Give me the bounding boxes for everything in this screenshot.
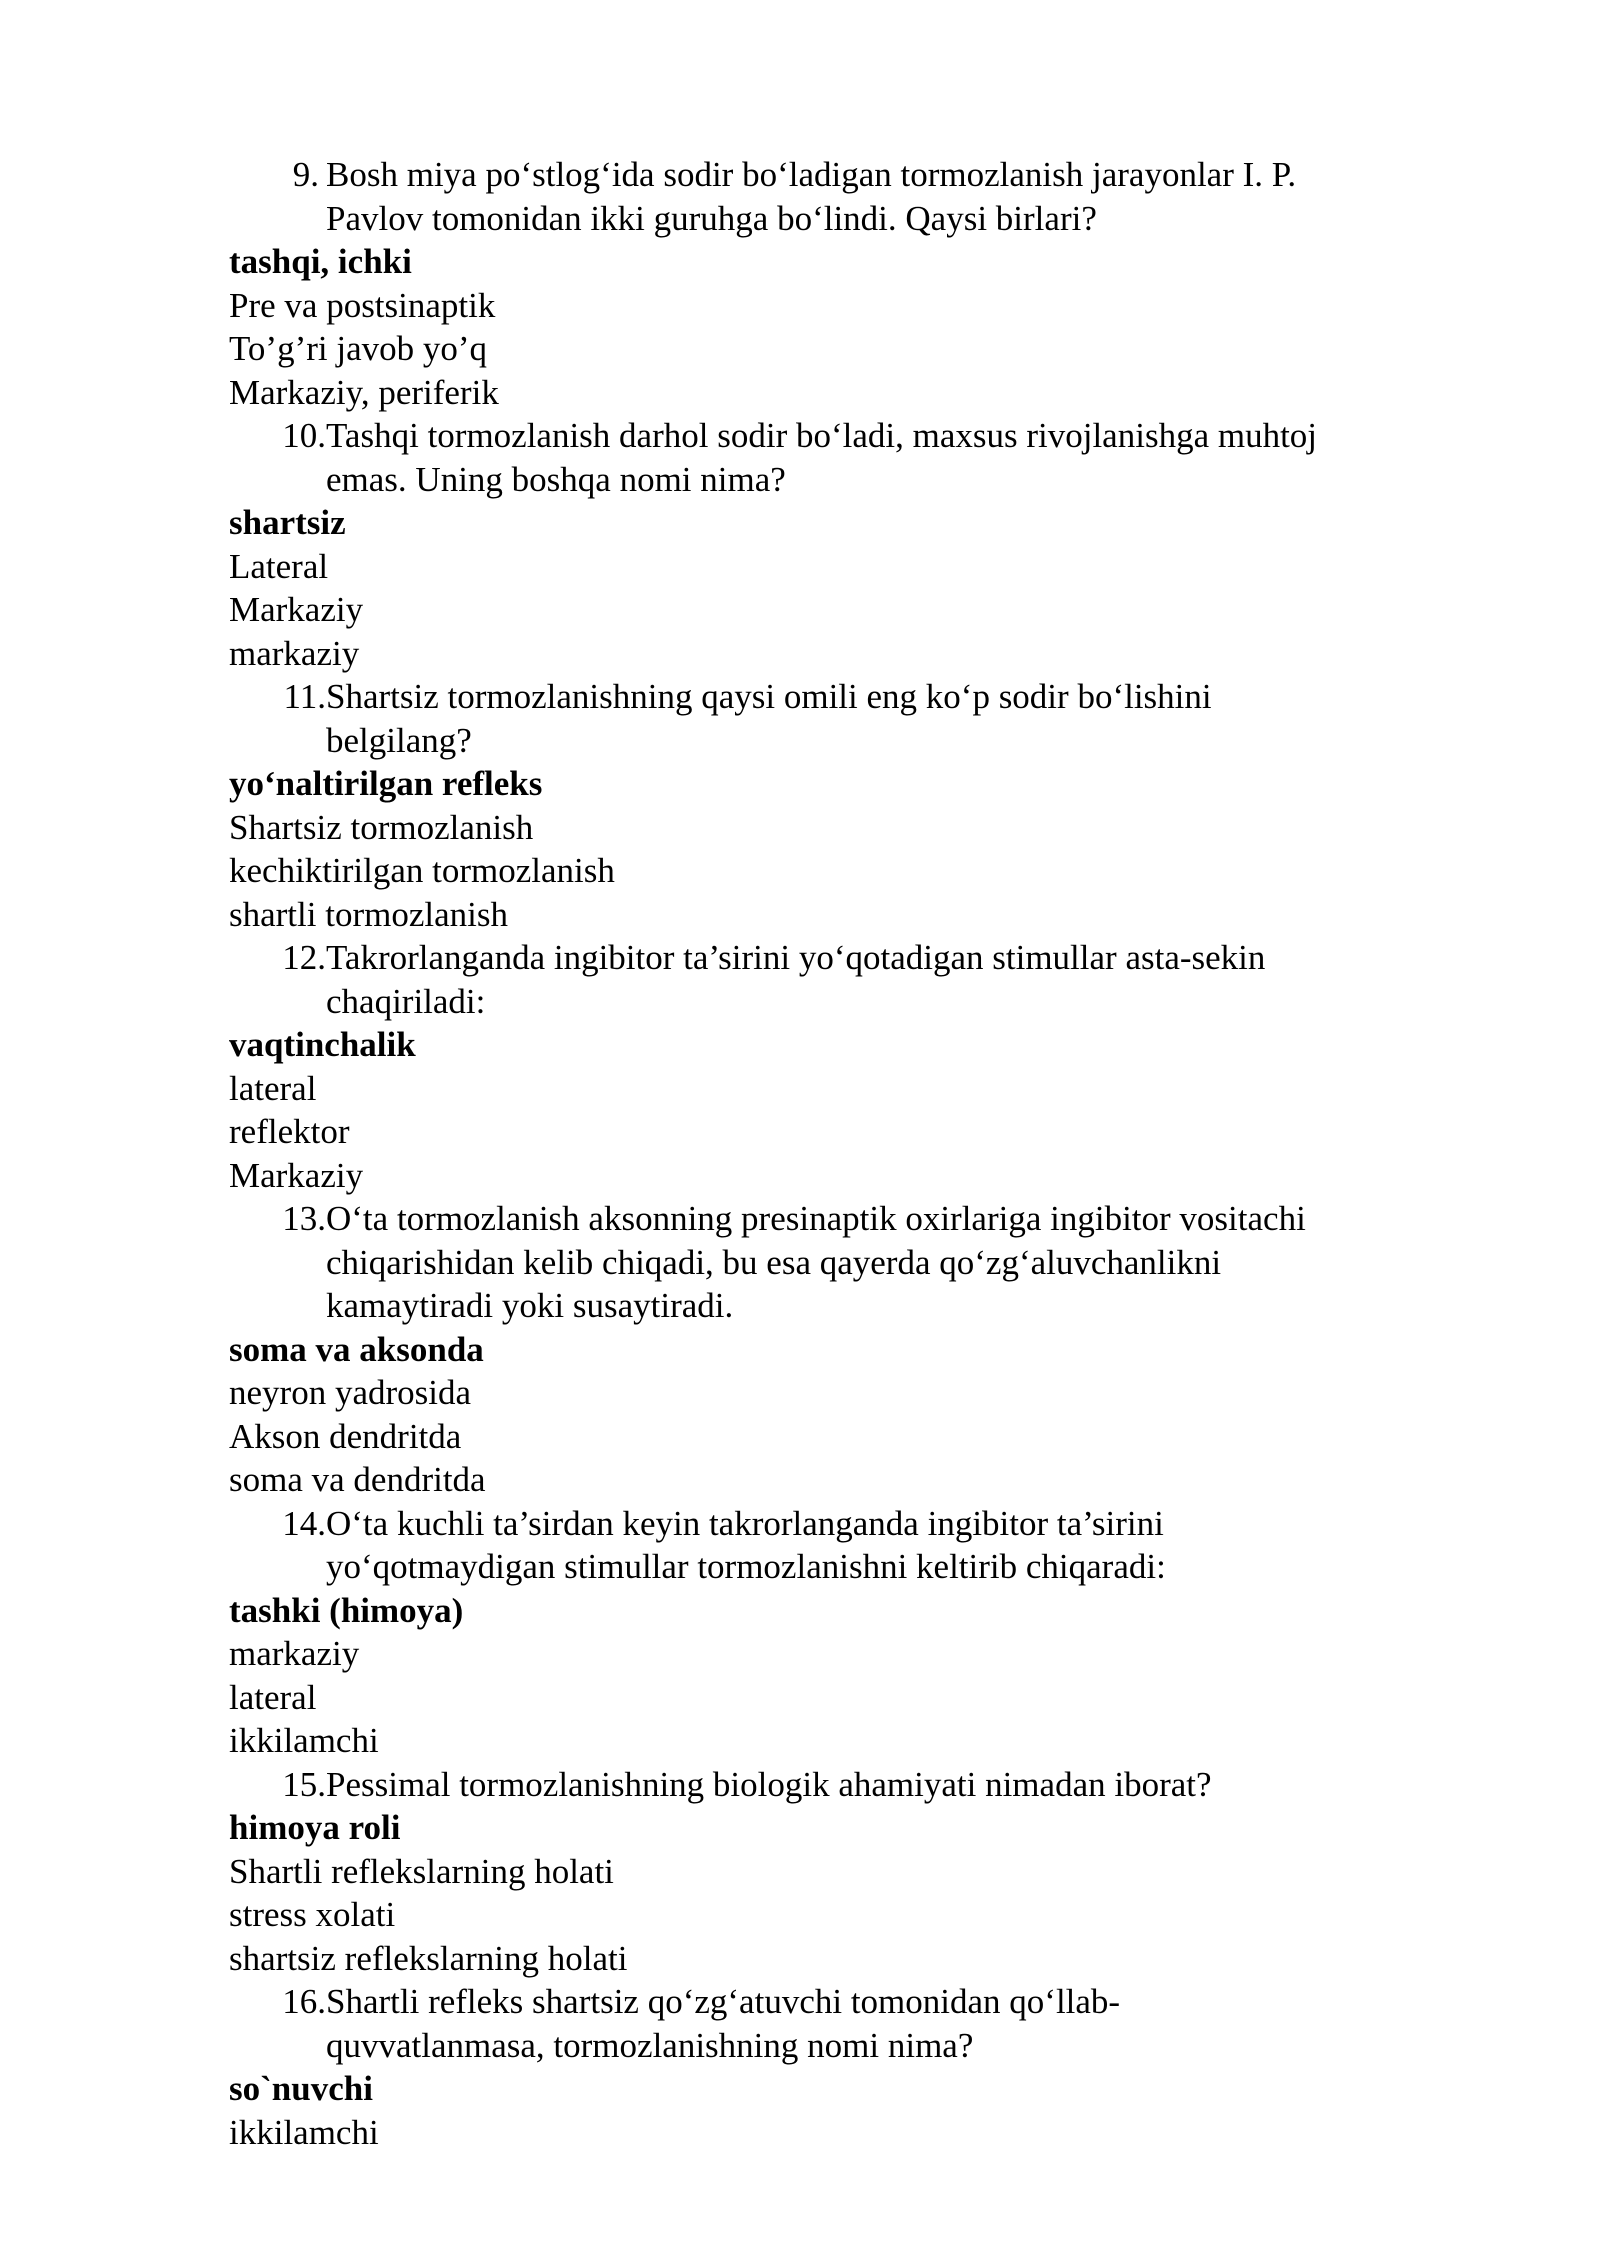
question-number: 16. <box>282 1982 326 2021</box>
correct-answer: vaqtinchalik <box>229 1025 416 1064</box>
correct-answer: so`nuvchi <box>229 2069 373 2108</box>
question-number: 12. <box>282 938 326 977</box>
question-number: 11. <box>283 677 326 716</box>
question-11 <box>229 675 1529 762</box>
answer-option: Markaziy <box>229 1155 364 1195</box>
answer-option: neyron yadrosida <box>229 1373 472 1412</box>
correct-answer: tashki (himoya) <box>229 1590 464 1630</box>
answer-option: Lateral <box>229 546 329 586</box>
question-text: Bosh miya po‘stlog‘ida sodir bo‘ladigan tormozlanish jarayonlar I. P. Pavlov tomonidan ikki guruhga bo‘lindi. Qaysi birlari? <box>326 155 1297 238</box>
question-number: 10. <box>282 416 326 455</box>
answer-option: soma va dendritda <box>229 1460 486 1499</box>
question-text: Tashqi tormozlanish darhol sodir bo‘ladi, maxsus rivojlanishga muhtoj emas. Uning boshqa nomi nima? <box>326 416 1318 499</box>
correct-answer: himoya roli <box>229 1808 401 1847</box>
answer-option: Markaziy <box>229 590 364 629</box>
answer-option: lateral <box>229 1068 317 1108</box>
answer-option: Shartsiz tormozlanish <box>229 807 534 847</box>
answer-option: shartsiz reflekslarning holati <box>229 1938 628 1978</box>
correct-answer: tashqi, ichki <box>229 242 412 281</box>
answer-option: markaziy <box>229 1634 360 1673</box>
answer-option: Markaziy, periferik <box>229 372 499 412</box>
answer-option: Akson dendritda <box>229 1416 462 1456</box>
answer-option: shartli tormozlanish <box>229 894 508 934</box>
question-number: 14. <box>282 1503 326 1543</box>
correct-answer: yo‘naltirilgan refleks <box>229 764 543 803</box>
answer-option: reflektor <box>229 1112 350 1151</box>
answer-option: Shartli reflekslarning holati <box>229 1851 614 1891</box>
correct-answer: soma va aksonda <box>229 1329 484 1369</box>
answer-option: To’g’ri javob yo’q <box>229 329 488 368</box>
question-text: O‘ta kuchli ta’sirdan keyin takrorlanganda ingibitor ta’sirini yo‘qotmaydigan stimullar tormozlanishni keltirib chiqaradi: <box>326 1503 1166 1586</box>
answer-option: kechiktirilgan tormozlanish <box>229 851 615 890</box>
question-text: Shartli refleks shartsiz qo‘zg‘atuvchi tomonidan qo‘llab-quvvatlanmasa, tormozlanishning nomi nima? <box>326 1982 1121 2065</box>
question-text: Pessimal tormozlanishning biologik ahamiyati nimadan iborat? <box>326 1764 1212 1804</box>
answer-option: lateral <box>229 1677 317 1717</box>
answer-option: stress xolati <box>229 1895 396 1934</box>
question-13 <box>229 1197 1529 1328</box>
question-16 <box>229 1980 1529 2067</box>
question-text: O‘ta tormozlanish aksonning presinaptik oxirlariga ingibitor vositachi chiqarishidan kelib chiqadi, bu esa qayerda qo‘zg‘aluvchanlikni kamaytiradi yoki susaytiradi. <box>326 1199 1306 1325</box>
question-10 <box>229 414 1529 501</box>
answer-option: ikkilamchi <box>229 1721 379 1760</box>
answer-option: Pre va postsinaptik <box>229 285 496 325</box>
question-number: 9. <box>292 155 319 194</box>
question-9 <box>229 153 1529 240</box>
question-12 <box>229 936 1529 1023</box>
correct-answer: shartsiz <box>229 503 346 542</box>
question-text: Takrorlanganda ingibitor ta’sirini yo‘qotadigan stimullar asta-sekin chaqiriladi: <box>326 938 1266 1021</box>
question-number: 13. <box>282 1199 326 1238</box>
question-number: 15. <box>282 1764 326 1804</box>
document-page <box>229 153 1529 2154</box>
question-15 <box>229 1763 1529 1807</box>
question-14 <box>229 1502 1529 1589</box>
question-text: Shartsiz tormozlanishning qaysi omili eng ko‘p sodir bo‘lishini belgilang? <box>326 677 1212 760</box>
answer-option: markaziy <box>229 633 360 673</box>
answer-option: ikkilamchi <box>229 2112 379 2152</box>
